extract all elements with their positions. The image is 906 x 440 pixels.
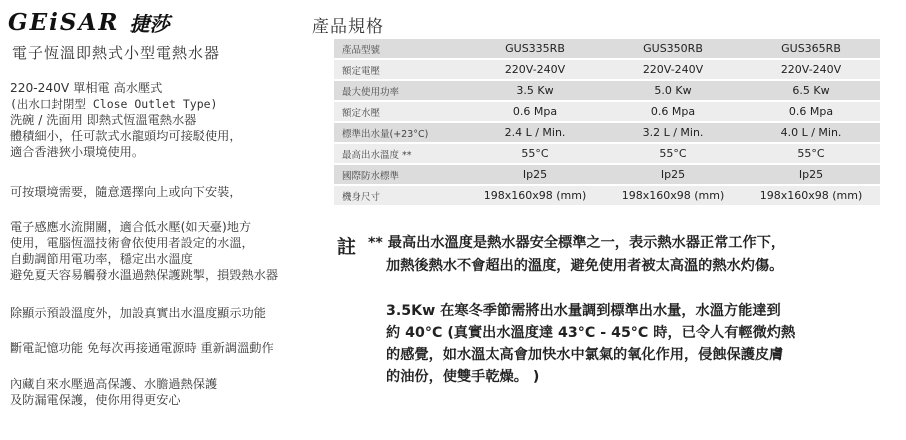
feature-line: 及防漏電保護，使你用得更安心 [10, 393, 181, 407]
spec-value: 55°C [466, 144, 604, 163]
logo-text-cn: 捷莎 [129, 12, 170, 36]
feature-paragraph-1 [10, 80, 242, 160]
spec-table [334, 37, 880, 207]
feature-paragraph-2 [10, 184, 242, 200]
spec-value: 55°C [742, 144, 880, 163]
spec-value: 55°C [604, 144, 742, 163]
spec-row [334, 144, 880, 163]
spec-label: 產品型號 [334, 39, 466, 58]
spec-label: 額定水壓 [334, 102, 466, 121]
spec-value: GUS335RB [466, 39, 604, 58]
feature-line: 體積細小，任可款式水龍頭均可接駁使用， [10, 129, 242, 143]
spec-value: 198x160x98 (mm) [742, 186, 880, 205]
feature-line: 避免夏天容易觸發水溫過熱保護跳掣，損毀熱水器 [10, 268, 279, 282]
spec-value: 3.5 Kw [466, 81, 604, 100]
note-line: 的油份，使雙手乾燥。 ) [386, 369, 540, 385]
feature-paragraph-4 [10, 305, 266, 321]
feature-line: 使用，電腦恆溫技術會依使用者設定的水溫， [10, 236, 254, 250]
spec-row [334, 186, 880, 205]
spec-row [334, 60, 880, 79]
feature-line: (出水口封閉型 Close Outlet Type) [10, 97, 218, 111]
note-1 [368, 232, 888, 278]
feature-line: 適合香港狹小環境使用。 [10, 145, 145, 159]
spec-row [334, 102, 880, 121]
spec-value: Ip25 [604, 165, 742, 184]
note-line: 的感覺，如水溫太高會加快水中氯氣的氧化作用，侵蝕保護皮膚 [386, 347, 784, 363]
spec-value: 6.5 Kw [742, 81, 880, 100]
spec-value: 220V-240V [604, 60, 742, 79]
spec-label: 機身尺寸 [334, 186, 466, 205]
spec-row [334, 81, 880, 100]
spec-label: 最高出水溫度 ** [334, 144, 466, 163]
spec-value: Ip25 [466, 165, 604, 184]
feature-paragraph-3 [10, 219, 278, 283]
spec-label: 最大使用功率 [334, 81, 466, 100]
feature-line: 自動調節用電功率，穩定出水溫度 [10, 252, 193, 266]
spec-value: 0.6 Mpa [466, 102, 604, 121]
spec-value: 4.0 L / Min. [742, 123, 880, 142]
spec-value: 198x160x98 (mm) [466, 186, 604, 205]
spec-row [334, 39, 880, 58]
spec-label: 額定電壓 [334, 60, 466, 79]
feature-line: 洗碗 / 洗面用 即熱式恆溫電熱水器 [10, 113, 197, 127]
note-line: 約 40°C (真實出水溫度達 43°C - 45°C 時，已令人有輕微灼熱 [386, 325, 796, 341]
feature-line: 斷電記憶功能 免每次再接通電源時 重新調溫動作 [10, 341, 274, 355]
note-2 [386, 300, 876, 388]
spec-value: 3.2 L / Min. [604, 123, 742, 142]
feature-line: 可按環境需要，隨意選擇向上或向下安裝， [10, 185, 242, 199]
feature-paragraph-5 [10, 340, 274, 356]
brand-logo [8, 8, 169, 37]
feature-paragraph-6 [10, 376, 217, 408]
spec-value: 0.6 Mpa [604, 102, 742, 121]
feature-line: 內藏自來水壓過高保護、水膽過熱保護 [10, 377, 218, 391]
note-line: 加熱後熱水不會超出的溫度，避免使用者被太高溫的熱水灼傷。 [386, 258, 784, 274]
spec-value: 220V-240V [742, 60, 880, 79]
spec-value: GUS365RB [742, 39, 880, 58]
note-line: 3.5Kw 在寒冬季節需將出水量調到標準出水量，水溫方能達到 [386, 303, 781, 319]
spec-value: 220V-240V [466, 60, 604, 79]
spec-value: 5.0 Kw [604, 81, 742, 100]
spec-row [334, 123, 880, 142]
feature-line: 電子感應水流開關，適合低水壓(如天臺)地方 [10, 220, 252, 234]
spec-label: 標準出水量(+23°C) [334, 123, 466, 142]
spec-label: 國際防水標準 [334, 165, 466, 184]
spec-value: GUS350RB [604, 39, 742, 58]
spec-value: 198x160x98 (mm) [604, 186, 742, 205]
spec-row [334, 165, 880, 184]
spec-value: 2.4 L / Min. [466, 123, 604, 142]
spec-value: 0.6 Mpa [742, 102, 880, 121]
feature-line: 220-240V 單相電 高水壓式 [10, 81, 163, 95]
product-subtitle: 電子恆溫即熱式小型電熱水器 [12, 44, 221, 62]
spec-value: Ip25 [742, 165, 880, 184]
spec-title: 產品規格 [312, 17, 384, 37]
note-line: ** 最高出水溫度是熱水器安全標準之一，表示熱水器正常工作下， [368, 235, 786, 251]
feature-line: 除顯示預設溫度外，加設真實出水溫度顯示功能 [10, 306, 266, 320]
note-mark: 註 [337, 236, 357, 258]
logo-text-en: GEiSAR [8, 9, 120, 36]
